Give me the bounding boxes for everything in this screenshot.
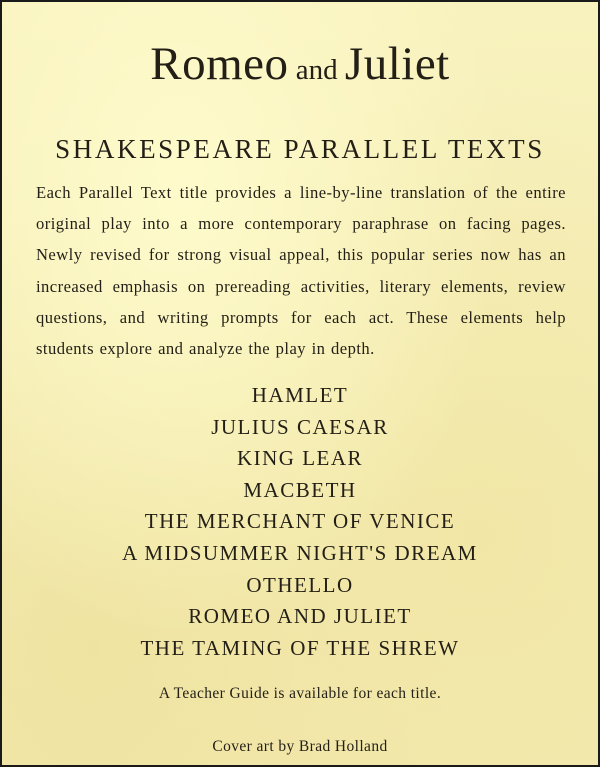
book-title: [2, 36, 598, 98]
title-juliet: Juliet: [344, 38, 450, 90]
series-heading: SHAKESPEARE PARALLEL TEXTS: [55, 134, 545, 164]
series-title-item: THE MERCHANT OF VENICE: [144, 509, 456, 534]
series-title-item: OTHELLO: [246, 572, 354, 597]
series-title-item: KING LEAR: [236, 446, 364, 471]
series-title-item: THE TAMING OF THE SHREW: [140, 635, 460, 660]
title-and-word: and: [295, 54, 338, 86]
title-romeo: Romeo: [150, 38, 289, 90]
title-and: [289, 54, 345, 86]
series-title-item: MACBETH: [243, 477, 357, 502]
series-title-item: JULIUS CAESAR: [211, 414, 389, 439]
series-title-item: HAMLET: [251, 383, 349, 407]
cover-art-credit: Cover art by Brad Holland: [212, 738, 388, 755]
series-title-item: A MIDSUMMER NIGHT'S DREAM: [122, 540, 478, 565]
teacher-guide-note: A Teacher Guide is available for each title.: [158, 685, 442, 702]
series-title-list: [2, 380, 598, 664]
series-title-item: ROMEO AND JULIET: [188, 604, 412, 629]
series-description: Each Parallel Text title provides a line-by-line translation of the entire original play into a more contemporary paraphrase on facing pages. Newly revised for strong visual appeal, this popular series now has an increased emphasis on prereading activities, literary elements, review questions, and writing prompts for each act. These elements help students explore and analyze the play in depth.: [36, 183, 566, 359]
